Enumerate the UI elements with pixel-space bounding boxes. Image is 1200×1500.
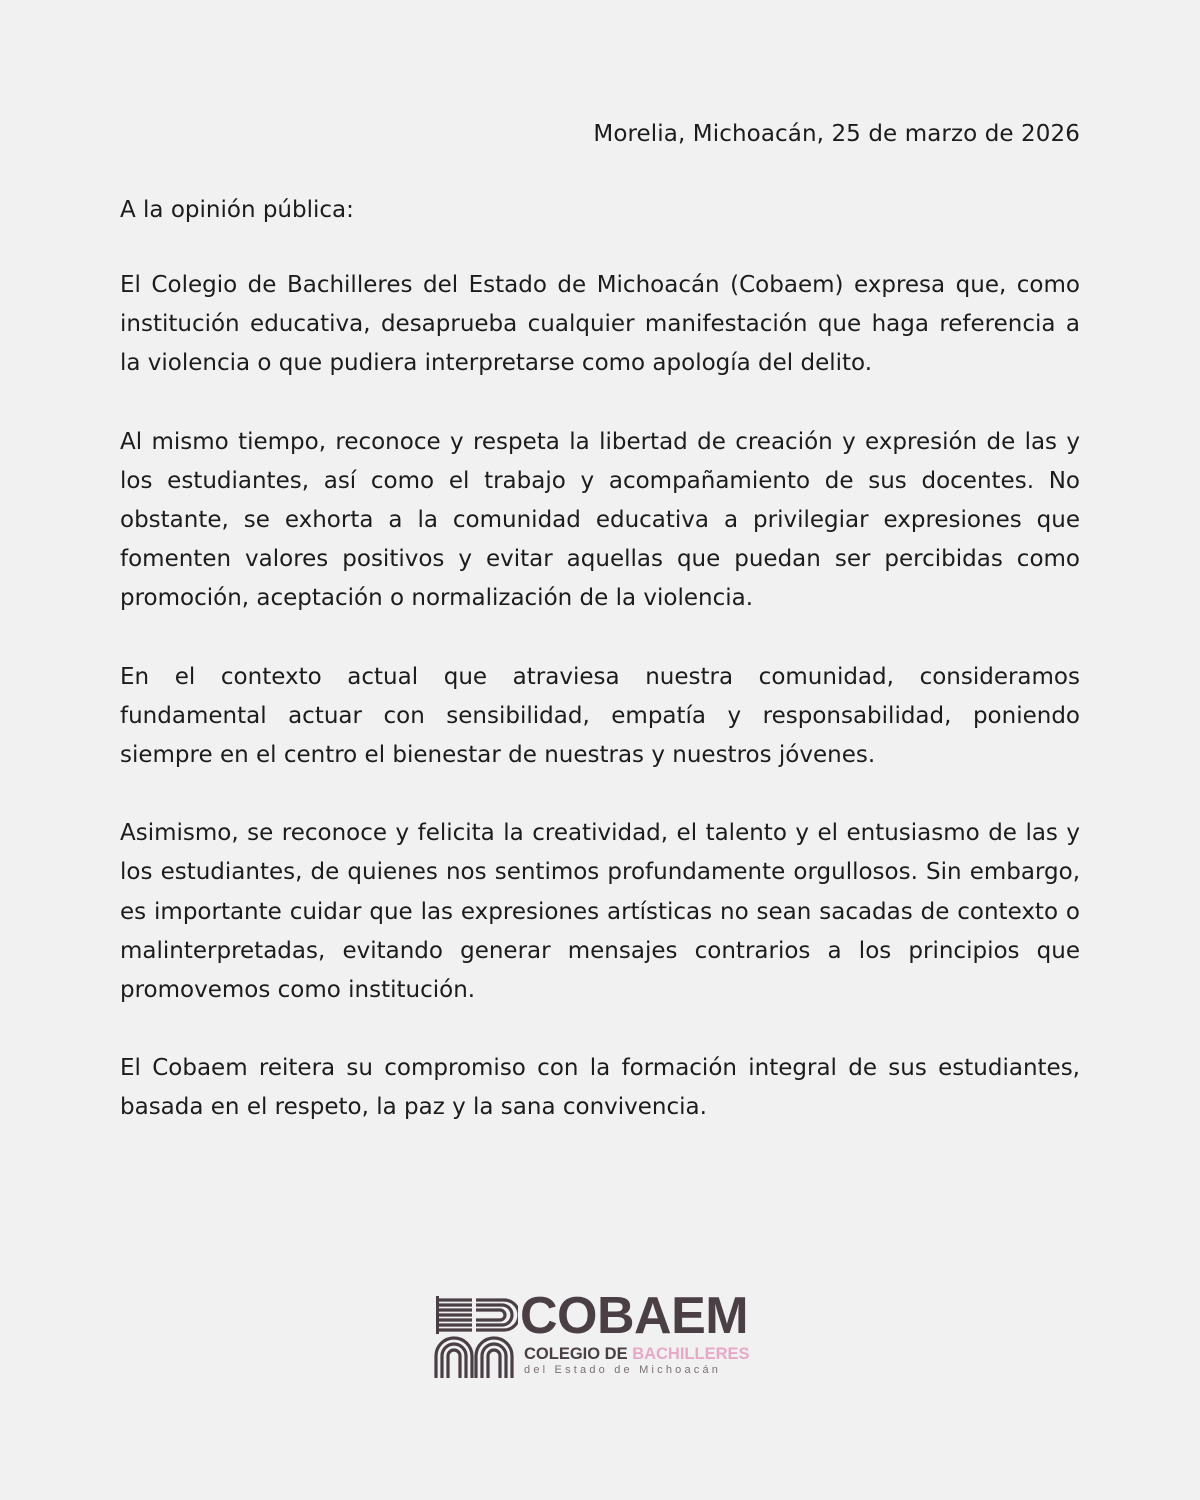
logo-wordmark: COBAEM [520,1287,749,1345]
cobaem-logo [432,1287,772,1380]
date-line: Morelia, Michoacán, 25 de marzo de 2026 [593,121,1080,147]
logo-subtitle-part2: BACHILLERES [632,1345,750,1363]
cobaem-emblem-icon [432,1294,518,1380]
statement-body [120,266,1080,1167]
paragraph-3: En el contexto actual que atraviesa nuestra comunidad, consideramos fundamental actuar con sensibilidad, empatía y responsabilidad, poniendo siempre en el centro el bienestar de nuestras y nuestros jóvenes. [120,663,1080,769]
logo-subtitle-part1: COLEGIO DE [524,1345,633,1363]
salutation: A la opinión pública: [120,197,354,223]
logo-subtitle-line2: del Estado de Michoacán [524,1364,722,1376]
paragraph-5: El Cobaem reitera su compromiso con la formación integral de sus estudiantes, basada en el respeto, la paz y la sana convivencia. [120,1055,1080,1121]
paragraph-1: El Colegio de Bachilleres del Estado de Michoacán (Cobaem) expresa que, como institución educativa, desaprueba cualquier manifestación que haga referencia a la violencia o que pudiera interpretarse como apología del delito. [120,272,1080,377]
logo-subtitle [524,1345,750,1363]
paragraph-2: Al mismo tiempo, reconoce y respeta la libertad de creación y expresión de las y los estudiantes, así como el trabajo y acompañamiento de sus docentes. No obstante, se exhorta a la comunidad educativa a privilegiar expresiones que fomenten valores positivos y evitar aquellas que puedan ser percibidas como promoción, aceptación o normalización de la violencia. [120,428,1080,612]
paragraph-4: Asimismo, se reconoce y felicita la creatividad, el talento y el entusiasmo de las y los estudiantes, de quienes nos sentimos profundamente orgullosos. Sin embargo, es importante cuidar que las expresiones artísticas no sean sacadas de contexto o malinterpretadas, evitando generar mensajes contrarios a los principios que promovemos como institución. [120,820,1080,1004]
